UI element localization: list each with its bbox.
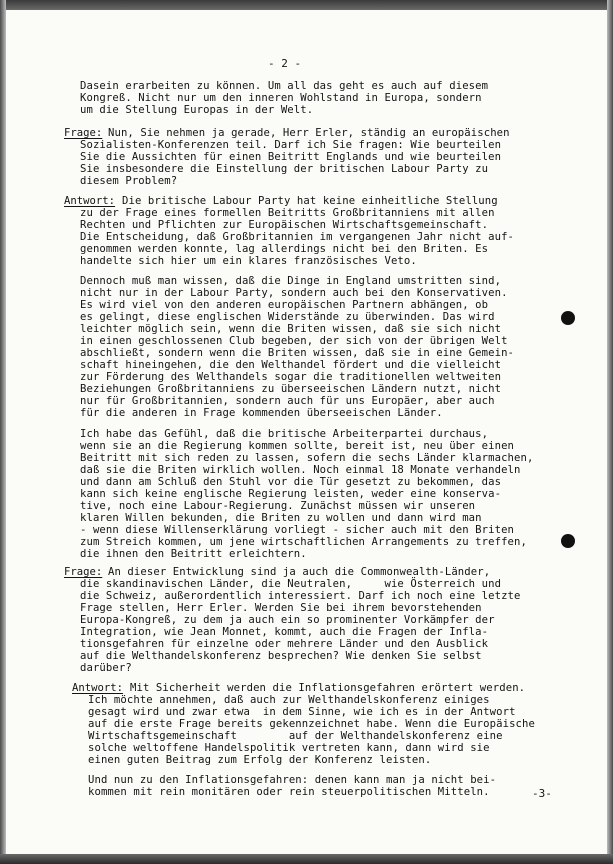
text-line: genommen werden konnte, lag allerdings nicht bei den Briten. Es (80, 243, 489, 255)
text-line: die ihnen den Beitritt erleichtern. (80, 548, 307, 560)
text-line: Integration, wie Jean Monnet, kommt, auch die Fragen der Infla- (80, 626, 489, 638)
text-line: Sie insbesondere die Einstellung der britischen Labour Party zu (80, 163, 489, 175)
text-line: die skandinavischen Länder, die Neutralen, wie Österreich und (80, 578, 502, 590)
text-line: Europa-Kongreß, zu dem ja auch ein so prominenter Vorkämpfer der (80, 614, 495, 626)
text-line: Mit Sicherheit werden die Inflationsgefahren erörtert werden. (130, 682, 526, 694)
text-line: wenn sie an die Regierung kommen sollte, bereit ist, neu über einen (80, 440, 515, 452)
text-line: auf die erste Frage bereits gekennzeichnet habe. Wenn die Europäische (88, 718, 535, 730)
text-line: Die Entscheidung, daß Großbritannien im vergangenen Jahr nicht auf- (80, 231, 515, 243)
text-line: tionsgefahren für einzelne oder mehrere Länder und den Ausblick (80, 638, 489, 650)
text-line: Es wird viel von den anderen europäischen Partnern abhängen, ob (80, 299, 489, 311)
text-line: Dasein erarbeiten zu können. Um all das geht es auch auf diesem (80, 80, 489, 92)
text-line: nur für Großbritannien, sondern auch für uns Europäer, aber auch (80, 395, 495, 407)
text-line: für die anderen in Frage kommenden überseeischen Länder. (80, 407, 443, 419)
text-line: solche weltoffene Handelspolitik vertreten kann, dann wird sie (88, 742, 490, 754)
text-line: Beitritt mit sich reden zu lassen, sofern die sechs Länder klarmachen, (80, 452, 534, 464)
scan-border-top (0, 0, 613, 10)
text-line: Frage stellen, Herr Erler. Werden Sie bei ihrem bevorstehenden (80, 602, 482, 614)
text-line: An dieser Entwicklung sind ja auch die Commonwealth-Länder, (108, 566, 491, 578)
question-label: Frage: (64, 566, 103, 578)
answer-label: Antwort: (72, 682, 124, 694)
text-line: Und nun zu den Inflationsgefahren: denen kann man ja nicht bei- (88, 774, 497, 786)
text-line: Kongreß. Nicht nur um den inneren Wohlstand in Europa, sondern (80, 92, 482, 104)
answer-label: Antwort: (64, 195, 116, 207)
text-line: diesem Problem? (80, 175, 178, 187)
text-line: auf die Welthandelskonferenz besprechen? Wie denken Sie selbst (80, 650, 482, 662)
text-line: darüber? (80, 662, 132, 674)
text-line: Sozialisten-Konferenzen teil. Darf ich Sie fragen: Wie beurteilen (80, 139, 502, 151)
scan-border-bottom (0, 854, 613, 864)
text-line: Wirtschaftsgemeinschaft auf der Welthandelskonferenz eine (88, 730, 503, 742)
text-line: Dennoch muß man wissen, daß die Dinge in England umstritten sind, (80, 275, 502, 287)
text-line: Ich habe das Gefühl, daß die britische Arbeiterpartei durchaus, (80, 428, 489, 440)
text-line: um die Stellung Europas in der Welt. (80, 104, 314, 116)
text-line: zum Streich kommen, um jene wirtschaftlichen Arrangements zu treffen, (80, 536, 527, 548)
text-line: die Schweiz, außerordentlich interessiert. Darf ich noch eine letzte (80, 590, 521, 602)
text-line: nicht nur in der Labour Party, sondern auch bei den Konservativen. (80, 287, 508, 299)
text-line: Die britische Labour Party hat keine einheitliche Stellung (122, 195, 498, 207)
text-line: Ich möchte annehmen, daß auch zur Welthandelskonferenz einiges (88, 694, 490, 706)
text-line: daß sie die Briten wirklich wollen. Noch einmal 18 Monate verhandeln (80, 464, 521, 476)
text-line: einen guten Beitrag zum Erfolg der Konferenz leisten. (88, 754, 432, 766)
text-line: in einen geschlossenen Club begeben, der sich von der übrigen Welt (80, 335, 508, 347)
text-line: schaft hineingehen, die den Welthandel fördert und die vielleicht (80, 359, 502, 371)
punch-hole (561, 534, 575, 548)
text-line: leichter möglich sein, wenn die Briten wissen, daß sie sich nicht (80, 323, 502, 335)
text-line: es gelingt, diese englischen Widerstände zu überwinden. Das wird (80, 311, 495, 323)
text-line: Sie die Aussichten für einen Beitritt Englands und wie beurteilen (80, 151, 502, 163)
punch-hole (561, 311, 575, 325)
text-line: zu der Frage eines formellen Beitritts Großbritanniens mit allen (80, 207, 495, 219)
text-line: und dann am Schluß den Stuhl vor die Tür gesetzt zu bekommen, das (80, 476, 502, 488)
text-line: handelte sich hier um ein klares französisches Veto. (80, 255, 417, 267)
text-line: zur Förderung des Welthandels sogar die traditionellen weltweiten (80, 371, 502, 383)
text-line: gesagt wird und zwar etwa in dem Sinne, wie ich es in der Antwort (88, 706, 516, 718)
text-line: tive, noch eine Labour-Regierung. Zunächst müssen wir unseren (80, 500, 476, 512)
text-line: klaren Willen bekunden, die Briten zu wollen und dann wird man (80, 512, 482, 524)
page-number-bottom: -3- (532, 787, 552, 800)
scan-border-right (607, 0, 613, 864)
text-line: Nun, Sie nehmen ja gerade, Herr Erler, ständig an europäischen (108, 127, 510, 139)
text-line: abschließt, sondern wenn die Briten wissen, daß sie in eine Gemein- (80, 347, 515, 359)
text-line: - wenn diese Willenserklärung vorliegt - sicher auch mit den Briten (80, 524, 515, 536)
question-label: Frage: (64, 127, 103, 139)
text-line: Beziehungen Großbritanniens zu überseeischen Ländern nutzt, nicht (80, 383, 502, 395)
scan-border-left (0, 0, 6, 864)
page-number-top: - 2 - (268, 57, 302, 70)
text-line: kann sich keine englische Regierung leisten, weder eine konserva- (80, 488, 502, 500)
text-line: Rechten und Pflichten zur Europäischen Wirtschaftsgemeinschaft. (80, 219, 489, 231)
text-line: kommen mit rein monitären oder rein steuerpolitischen Mitteln. (88, 786, 490, 798)
